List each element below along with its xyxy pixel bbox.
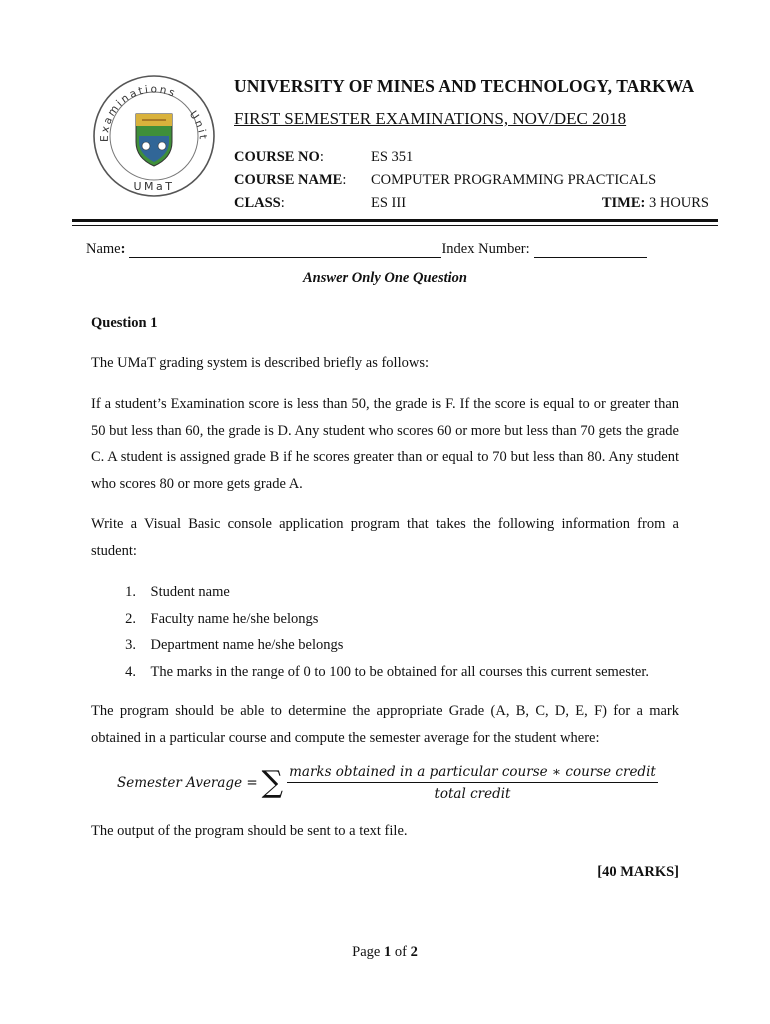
seal-text-examinations: Examinations	[98, 83, 179, 143]
output-instruction: The output of the program should be sent to a text file.	[91, 823, 408, 839]
course-no-label: COURSE NO:	[234, 149, 324, 165]
index-number-label: Index Number:	[441, 241, 530, 257]
seal-text-unit: Unit	[186, 108, 210, 142]
formula-lhs: Semester Average =	[117, 775, 258, 791]
list-item: 4. The marks in the range of 0 to 100 to be obtained for all courses this current semester.	[125, 663, 649, 680]
determine-grade-paragraph: The program should be able to determine the appropriate Grade (A, B, C, D, E, F) for a mark obtained in a particular course and compute the semester average for the student where:	[91, 703, 679, 746]
examination-title: FIRST SEMESTER EXAMINATIONS, NOV/DEC 2018	[234, 109, 627, 128]
class-value: ES III	[371, 195, 407, 211]
course-no-value: ES 351	[371, 149, 414, 165]
formula-numerator: marks obtained in a particular course ∗ course credit	[287, 764, 658, 783]
header-divider-thin	[72, 225, 718, 226]
class-label: CLASS:	[234, 195, 285, 211]
umat-examinations-unit-seal	[92, 74, 216, 198]
question-marks: [40 MARKS]	[597, 864, 679, 880]
exam-instruction: Answer Only One Question	[303, 270, 467, 286]
list-item: 3. Department name he/she belongs	[125, 637, 344, 653]
name-blank[interactable]	[129, 243, 441, 258]
grading-rules-paragraph: If a student’s Examination score is less than 50, the grade is F. If the score is equal to or greater than 50 but less than 60, the grade is D. Any student who scores 60 or more but less than 70 gets the grade C. A student is assigned grade B if he scores greater than or equal to 70 but less than 80. Any student who scores 80 or more gets grade A.	[91, 396, 679, 492]
name-label: Name:	[86, 241, 126, 257]
index-number-blank[interactable]	[534, 243, 647, 258]
summation-symbol: ∑	[261, 765, 284, 800]
required-information-list	[91, 579, 649, 685]
task-paragraph: Write a Visual Basic console application program that takes the following information from a student:	[91, 516, 679, 559]
list-item: 1. Student name	[125, 584, 230, 600]
course-name-value: COMPUTER PROGRAMMING PRACTICALS	[371, 172, 657, 188]
formula-fraction	[287, 764, 658, 802]
seal-text-umat: UMaT	[133, 180, 175, 193]
question-intro: The UMaT grading system is described briefly as follows:	[91, 355, 429, 371]
formula-denominator: total credit	[434, 786, 511, 802]
header-divider-thick	[72, 219, 718, 222]
university-name: UNIVERSITY OF MINES AND TECHNOLOGY, TARKWA	[234, 76, 695, 96]
shield-icon	[136, 114, 172, 166]
course-name-label: COURSE NAME:	[234, 172, 347, 188]
page-number: Page 1 of 2	[352, 944, 418, 960]
semester-average-formula	[117, 764, 658, 802]
svg-text:Unit	[187, 109, 209, 142]
exam-duration: TIME: 3 HOURS	[601, 195, 709, 211]
list-item: 2. Faculty name he/she belongs	[125, 610, 319, 627]
question-title: Question 1	[91, 315, 158, 331]
candidate-details-row	[86, 241, 647, 258]
